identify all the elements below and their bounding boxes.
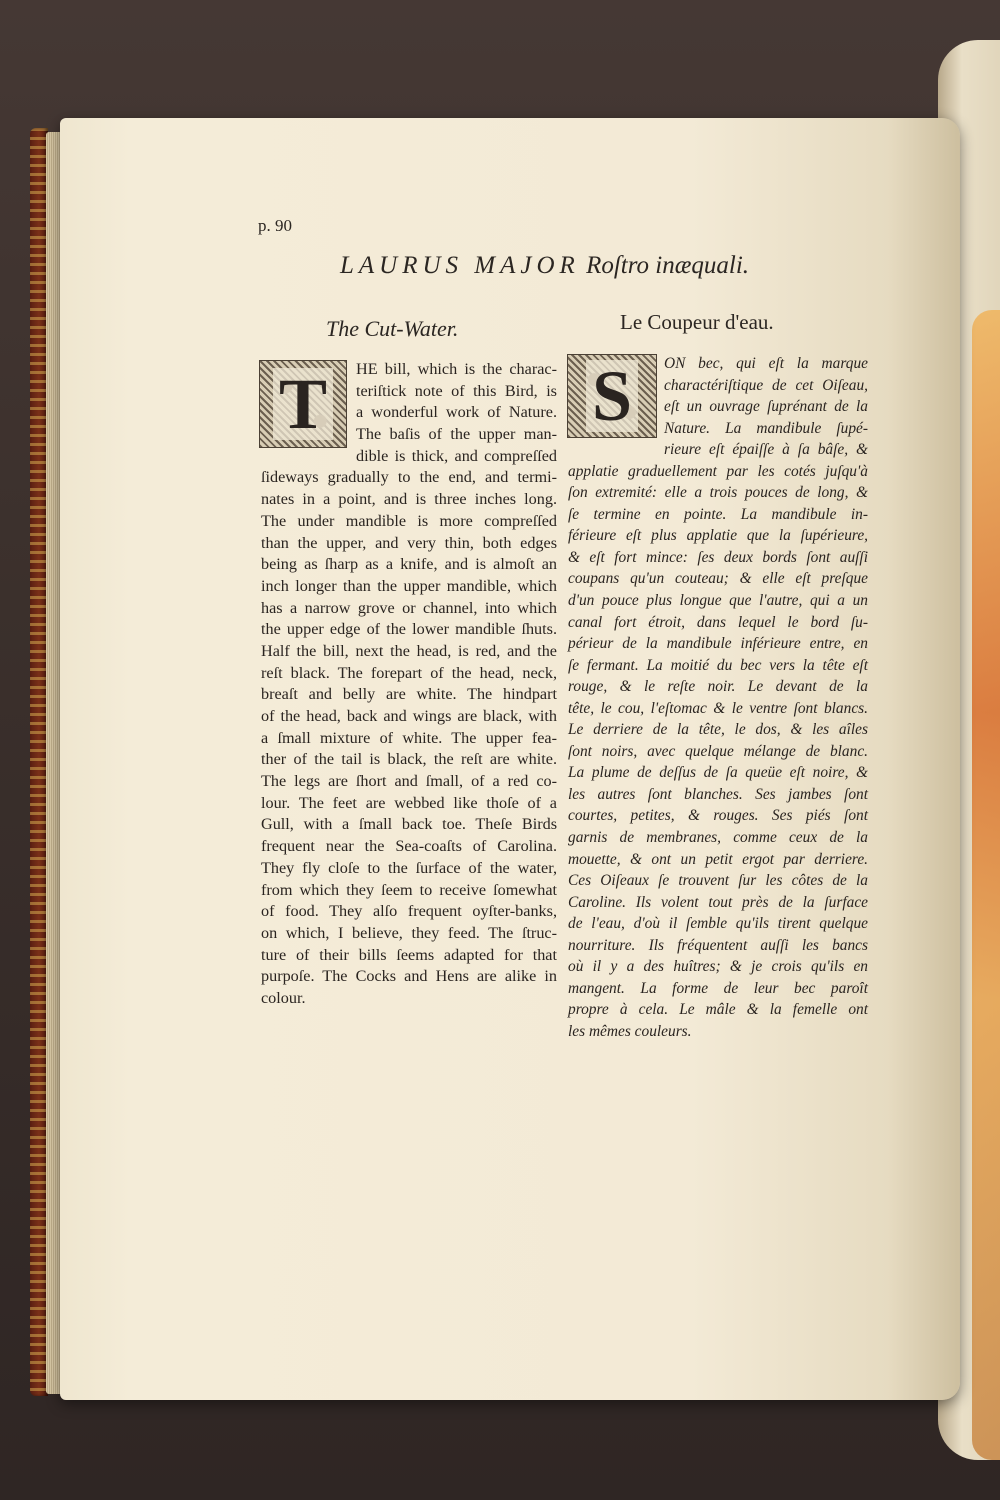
english-dropcap-letter: T [273, 368, 333, 440]
english-text-line: of food. They alſo frequent oyſter-banks, [261, 902, 557, 921]
main-title [340, 252, 800, 280]
french-text-line: mouette, & ont un petit ergot par derriere. [568, 850, 868, 868]
english-text-line: Gull, with a ſmall back toe. Theſe Birds [261, 815, 557, 834]
english-text-line: the upper edge of the lower mandible ſhuts. [261, 620, 557, 639]
french-text-line: périeur de la mandibule inférieure entre, en [568, 635, 868, 653]
english-text-line: frequent near the Sea-coaſts of Carolina. [261, 837, 557, 856]
french-text-line: d'un pouce plus longue que l'autre, qui a un [568, 592, 868, 610]
english-column [261, 359, 557, 1010]
english-text-line: from which they ſeem to receive ſomewhat [261, 880, 557, 899]
english-dropcap [259, 360, 347, 448]
french-text-line: férieure eſt plus applatie que la ſupérieure, [568, 527, 868, 545]
english-text-line: a ſmall mixture of white. The upper fea- [261, 728, 557, 747]
color-plate-edge [972, 310, 1000, 1460]
french-text-line: & eſt fort mince: ſes deux bords ſont auſſi [568, 548, 868, 566]
english-text-line: lour. The feet are webbed like thoſe of a [261, 793, 557, 812]
english-text-line: of the head, back and wings are black, with [261, 707, 557, 725]
english-text-line: ture of their bills ſeems adapted for that [261, 945, 557, 964]
french-text-line: ſon extremité: elle a trois pouces de long, & [568, 484, 868, 502]
french-text-line: propre à cela. Le mâle & la femelle ont [568, 1001, 868, 1019]
french-text-line: canal fort étroit, dans lequel le bord ſu- [568, 613, 868, 631]
french-text-line: coupans qu'un couteau; & elle eſt preſque [568, 570, 868, 588]
french-text-line: où il y a des huîtres; & je crois qu'ils en [568, 958, 868, 976]
english-heading: The Cut-Water. [326, 316, 459, 341]
french-text-line: tête, le cou, l'eſtomac & le ventre ſont blancs. [568, 699, 868, 717]
french-text-line: garnis de membranes, comme ceux de la [568, 829, 868, 847]
french-text-line: nourriture. Ils fréquentent auſſi les bancs [568, 936, 868, 954]
french-text-line: ſe termine en pointe. La mandibule in- [568, 505, 868, 523]
french-text-line: de l'eau, d'où il ſemble qu'ils tirent quelque [568, 915, 868, 933]
english-text-line: reſt black. The forepart of the head, neck, [261, 663, 557, 682]
french-text-line: Nature. La mandibule ſupé- [664, 419, 868, 437]
english-text-line: The baſis of the upper man- [356, 425, 557, 444]
english-text-line: The legs are ſhort and ſmall, of a red co- [261, 772, 557, 791]
french-text-line: Caroline. Ils volent tout près de la ſurface [568, 893, 868, 911]
english-text-line: colour. [261, 988, 306, 1007]
english-text-line: than the upper, and very thin, both edges [261, 533, 557, 552]
french-column [568, 353, 868, 1043]
english-text-line: breaſt and belly are white. The hindpart [261, 685, 557, 704]
french-text-line: applatie graduellement par les cotés juſqu'à [568, 462, 868, 480]
french-dropcap-letter: S [586, 360, 638, 432]
english-text-line: a wonderful work of Nature. [356, 403, 557, 422]
english-text-line: nates in a point, and is three inches long. [261, 490, 557, 509]
english-text-line: The under mandible is more compreſſed [261, 511, 557, 530]
french-text-line: ſont noirs, avec quelque mélange de blanc. [568, 742, 868, 760]
english-text-line: Half the bill, next the head, is red, and the [261, 641, 557, 660]
french-text-line: les mêmes couleurs. [568, 1022, 692, 1040]
english-text-line: dible is thick, and compreſſed [356, 446, 557, 465]
french-text-line: rieure eſt épaiſſe à ſa bâſe, & [664, 441, 868, 459]
french-text-line: courtes, petites, & rouges. Ses piés ſont [568, 807, 868, 825]
french-text-line: rouge, & le reſte noir. Le devant de la [568, 678, 868, 696]
french-text-line: Ces Oiſeaux ſe trouvent ſur les côtes de la [568, 872, 868, 890]
french-text-line: ON bec, qui eſt la marque [664, 355, 868, 372]
french-text-line: charactériſtique de cet Oiſeau, [664, 376, 868, 394]
french-text-line: les autres ſont blanches. Ses jambes ſont [568, 785, 868, 803]
french-text-line: mangent. La forme de leur bec paroît [568, 979, 868, 997]
english-text-line: purpoſe. The Cocks and Hens are alike in [261, 967, 557, 986]
french-text-line: La plume de deſſus de ſa queüe eſt noire, & [568, 764, 868, 782]
main-title-caps: LAURUS MAJOR [340, 252, 580, 279]
french-text-line: ſe fermant. La moitié du bec vers la tête eſt [568, 656, 868, 674]
french-dropcap [567, 354, 657, 438]
english-text-line: teriſtick note of this Bird, is [356, 381, 557, 400]
english-text-line: HE bill, which is the charac- [356, 360, 557, 378]
french-text-line: Le derriere de la tête, le dos, & les aîles [568, 721, 868, 739]
english-text-line: ther of the tail is black, the reſt are white. [261, 750, 557, 769]
page-number: p. 90 [258, 216, 292, 235]
english-text-line: has a narrow grove or channel, into which [261, 598, 557, 617]
english-text-line: inch longer than the upper mandible, which [261, 576, 557, 595]
french-text-line: eſt un ouvrage ſuprénant de la [664, 398, 868, 416]
main-title-rest: Roſtro inæquali. [586, 252, 750, 279]
english-text-line: on which, I believe, they feed. The ſtruc- [261, 923, 557, 942]
english-text-line: ſideways gradually to the end, and termi- [261, 468, 557, 487]
french-heading: Le Coupeur d'eau. [620, 310, 774, 334]
english-text-line: being as ſharp as a knife, and is almoſt an [261, 555, 557, 574]
english-text-line: They fly cloſe to the ſurface of the water, [261, 858, 557, 877]
